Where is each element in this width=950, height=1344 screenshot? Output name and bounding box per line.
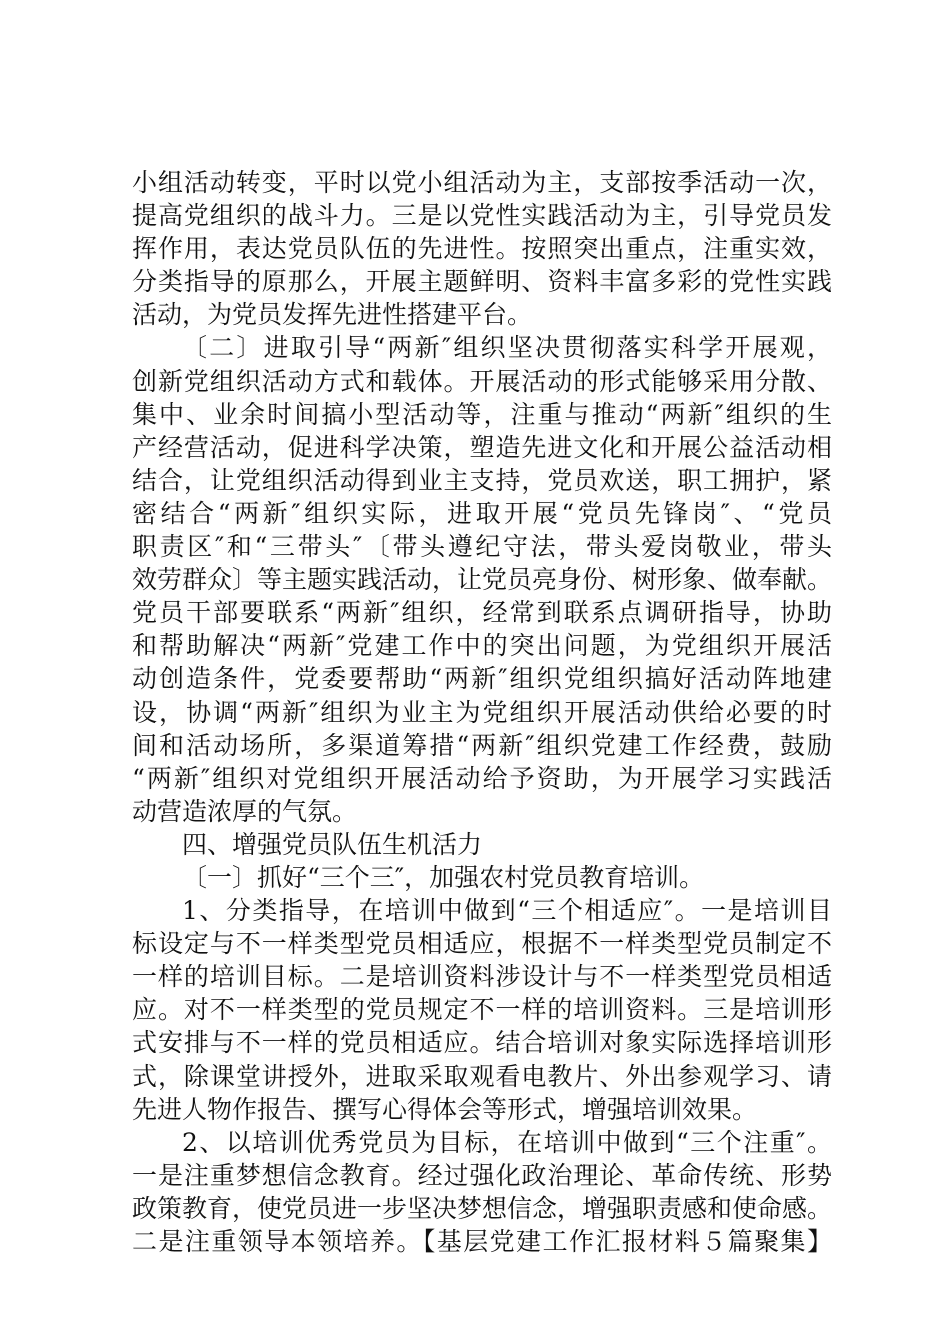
document-page (132, 166, 832, 1258)
text-line: “两新″组织对党组织开展活动给予资助，为开展学习实践活 (132, 763, 832, 793)
text-line: 〔二〕进取引导“两新″组织坚决贯彻落实科学开展观， (182, 333, 832, 363)
text-line: 1、分类指导，在培训中做到“三个相适应″。一是培训目 (182, 896, 832, 926)
text-line: 效劳群众〕等主题实践活动，让党员亮身份、树形象、做奉献。 (132, 565, 833, 595)
text-line: 标设定与不一样类型党员相适应，根据不一样类型党员制定不 (132, 929, 832, 959)
text-line: 〔一〕抓好“三个三″，加强农村党员教育培训。 (182, 862, 705, 892)
text-line: 动创造条件，党委要帮助“两新″组织党组织搞好活动阵地建 (132, 664, 832, 694)
text-line: 间和活动场所，多渠道筹措“两新″组织党建工作经费，鼓励 (132, 730, 832, 760)
text-line: 产经营活动，促进科学决策，塑造先进文化和开展公益活动相 (132, 432, 832, 462)
text-line: 式，除课堂讲授外，进取采取观看电教片、外出参观学习、请 (132, 1061, 832, 1091)
text-line: 职责区″和“三带头″〔带头遵纪守法，带头爱岗敬业，带头 (132, 532, 832, 562)
text-line: 和帮助解决“两新″党建工作中的突出问题，为党组织开展活 (132, 631, 832, 661)
text-line: 动营造浓厚的气氛。 (132, 796, 358, 826)
text-line: 结合，让党组织活动得到业主支持，党员欢送，职工拥护，紧 (132, 465, 832, 495)
text-line: 密结合“两新″组织实际，进取开展“党员先锋岗″、“党员 (132, 498, 832, 528)
text-line: 一样的培训目标。二是培训资料涉设计与不一样类型党员相适 (132, 962, 832, 992)
text-line: 小组活动转变，平时以党小组活动为主，支部按季活动一次， (132, 168, 832, 197)
text-line: 应。对不一样类型的党员规定不一样的培训资料。三是培训形 (132, 995, 832, 1025)
text-line: 创新党组织活动方式和载体。开展活动的形式能够采用分散、 (132, 366, 832, 396)
text-line: 挥作用，表达党员队伍的先进性。按照突出重点，注重实效， (132, 234, 832, 264)
text-line: 分类指导的原那么，开展主题鲜明、资料丰富多彩的党性实践 (132, 267, 832, 297)
text-line: 四、增强党员队伍生机活力 (182, 829, 483, 859)
text-line: 活动，为党员发挥先进性搭建平台。 (132, 300, 533, 330)
text-line: 集中、业余时间搞小型活动等，注重与推动“两新″组织的生 (132, 399, 832, 429)
text-line: 一是注重梦想信念教育。经过强化政治理论、革命传统、形势 (132, 1160, 832, 1190)
text-line: 2、以培训优秀党员为目标，在培训中做到“三个注重″。 (182, 1127, 832, 1157)
text-line: 先进人物作报告、撰写心得体会等形式，增强培训效果。 (132, 1094, 758, 1124)
text-line: 提高党组织的战斗力。三是以党性实践活动为主，引导党员发 (132, 201, 832, 231)
text-line: 式安排与不一样的党员相适应。结合培训对象实际选择培训形 (132, 1028, 832, 1058)
text-line: 党员干部要联系“两新″组织，经常到联系点调研指导，协助 (132, 598, 832, 628)
text-line: 二是注重领导本领培养。【基层党建工作汇报材料５篇聚集】 (132, 1227, 832, 1256)
text-line: 政策教育，使党员进一步坚决梦想信念，增强职责感和使命感。 (132, 1193, 833, 1223)
text-line: 设，协调“两新″组织为业主为党组织开展活动供给必要的时 (132, 697, 832, 727)
